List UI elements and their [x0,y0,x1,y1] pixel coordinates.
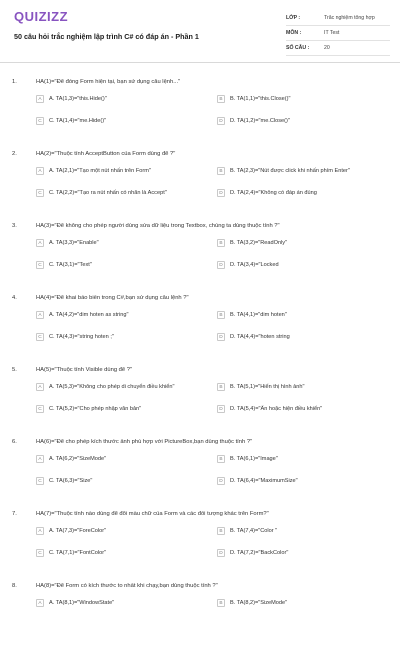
option-letter-box: B [217,167,225,175]
option-text: D. TA(1,2)="me.Close()" [230,118,290,124]
answer-option-d [217,187,317,199]
question-number: 4. [12,295,17,301]
option-letter-box: C [36,477,44,485]
question-text: HA(1)="Để đóng Form hiện tại, bạn sử dụng câu lệnh..." [36,79,181,85]
option-letter-box: B [217,95,225,103]
question-text: HA(7)="Thuộc tính nào dùng để đổi màu chữ của Form và các đối tượng khác trên Form?" [36,511,269,517]
question-number: 6. [12,439,17,445]
answer-option-d [217,259,279,271]
meta-label: MÔN : [286,30,302,36]
option-letter-box: A [36,599,44,607]
option-text: A. TA(8,1)="WindowState" [49,600,115,606]
meta-value: Trắc nghiệm tổng hợp [324,15,375,21]
answer-option-c [36,475,92,487]
option-letter-box: A [36,167,44,175]
answer-option-b [217,525,277,537]
option-text: C. TA(1,4)="me.Hide()" [49,118,107,124]
option-text: A. TA(2,1)="Tạo một nút nhấn trên Form" [49,168,151,174]
option-text: D. TA(7,2)="BackColor" [230,550,289,556]
meta-label: SỐ CÂU : [286,45,310,51]
option-text: A. TA(5,3)="Không cho phép di chuyển điều khiển" [49,384,175,390]
answer-option-d [217,403,322,415]
option-letter-box: A [36,383,44,391]
answer-option-c [36,115,106,127]
worksheet-header [0,0,400,63]
question-number: 7. [12,511,17,517]
answer-option-b [217,93,291,105]
answer-option-c [36,403,141,415]
option-text: A. TA(3,3)="Enable" [49,240,99,246]
option-letter-box: B [217,455,225,463]
answer-option-a [36,165,151,177]
question-item [0,578,400,650]
option-letter-box: C [36,261,44,269]
option-text: C. TA(3,1)="Text" [49,262,92,268]
option-text: C. TA(6,3)="Size" [49,478,93,484]
answer-option-b [217,453,278,465]
meta-row-subject [286,26,390,41]
meta-label: LỚP : [286,15,301,21]
question-item [0,506,400,578]
option-text: D. TA(3,4)="Locked [230,262,279,268]
answer-option-c [36,259,92,271]
option-letter-box: A [36,455,44,463]
question-item [0,362,400,434]
meta-value: 20 [324,45,330,51]
question-number: 2. [12,151,17,157]
answer-option-d [217,547,288,559]
answer-option-c [36,331,114,343]
option-text: D. TA(6,4)="MaximumSize" [230,478,298,484]
question-item [0,146,400,218]
answer-option-c [36,547,106,559]
option-letter-box: D [217,189,225,197]
answer-option-b [217,165,350,177]
question-text: HA(3)="Để không cho phép người dùng sửa dữ liệu trong Textbox, chúng ta dùng thuộc tính ?" [36,223,280,229]
question-item [0,74,400,146]
option-letter-box: B [217,599,225,607]
answer-option-a [36,93,107,105]
quizizz-logo: QUIZIZZ [14,9,69,24]
option-letter-box: B [217,383,225,391]
option-letter-box: D [217,477,225,485]
answer-option-d [217,475,298,487]
option-text: C. TA(5,2)="Cho phép nhập văn bản" [49,406,142,412]
option-letter-box: A [36,95,44,103]
option-letter-box: A [36,527,44,535]
option-letter-box: C [36,333,44,341]
option-text: A. TA(6,2)="SizeMode" [49,456,107,462]
answer-option-a [36,597,114,609]
option-text: B. TA(6,1)="Image" [230,456,278,462]
option-letter-box: D [217,117,225,125]
option-letter-box: C [36,189,44,197]
worksheet-meta [286,11,390,56]
answer-option-b [217,381,305,393]
option-letter-box: D [217,261,225,269]
option-text: D. TA(4,4)="hoten string [230,334,290,340]
question-number: 8. [12,583,17,589]
answer-option-d [217,115,290,127]
option-letter-box: B [217,239,225,247]
option-letter-box: B [217,527,225,535]
option-letter-box: A [36,311,44,319]
option-text: C. TA(2,2)="Tạo ra nút nhấn có nhãn là Accept" [49,190,167,196]
meta-value: IT Test [324,30,340,36]
answer-option-b [217,237,287,249]
question-item [0,434,400,506]
option-text: A. TA(7,3)="ForeColor" [49,528,107,534]
answer-option-c [36,187,167,199]
meta-row-count [286,41,390,56]
option-letter-box: D [217,549,225,557]
option-text: C. TA(4,3)="string hoten ;" [49,334,114,340]
option-text: B. TA(7,4)="Color " [230,528,278,534]
question-text: HA(6)="Để cho phép kích thước ảnh phù hợp với PictureBox,bạn dùng thuộc tính ?" [36,439,253,445]
answer-option-b [217,309,287,321]
question-item [0,290,400,362]
answer-option-a [36,453,106,465]
question-list [0,74,400,650]
question-text: HA(5)="Thuộc tính Visible dùng để ?" [36,367,133,373]
option-letter-box: D [217,405,225,413]
question-text: HA(2)="Thuộc tính AcceptButton của Form dùng để ?" [36,151,176,157]
question-number: 5. [12,367,17,373]
option-text: A. TA(1,3)="this.Hide()" [49,96,107,102]
option-letter-box: D [217,333,225,341]
option-letter-box: B [217,311,225,319]
answer-option-b [217,597,287,609]
page-title: 50 câu hỏi trắc nghiệm lập trình C# có đáp án - Phần 1 [14,32,199,41]
option-text: B. TA(3,2)="ReadOnly" [230,240,288,246]
option-text: D. TA(5,4)="Ẩn hoặc hiện điều khiển" [230,406,323,412]
question-text: HA(4)="Để khai báo biến trong C#,bạn sử dụng câu lệnh ?" [36,295,189,301]
meta-row-class [286,11,390,26]
answer-option-a [36,309,128,321]
answer-option-d [217,331,290,343]
option-text: A. TA(4,2)="dim hoten as string" [49,312,129,318]
option-letter-box: C [36,405,44,413]
option-text: B. TA(1,1)="this.Close()" [230,96,291,102]
answer-option-a [36,525,106,537]
option-text: B. TA(5,1)="Hiển thị hình ảnh" [230,384,305,390]
question-text: HA(8)="Để Form có kích thước to nhất khi chạy,bạn dùng thuộc tính ?" [36,583,218,589]
option-letter-box: A [36,239,44,247]
option-letter-box: C [36,549,44,557]
option-text: B. TA(8,2)="SizeMode" [230,600,288,606]
option-letter-box: C [36,117,44,125]
question-number: 1. [12,79,17,85]
option-text: C. TA(7,1)="FontColor" [49,550,107,556]
question-item [0,218,400,290]
option-text: B. TA(2,3)="Nút được click khi nhấn phím Enter" [230,168,350,174]
option-text: B. TA(4,1)="dim hoten" [230,312,287,318]
answer-option-a [36,237,99,249]
answer-option-a [36,381,175,393]
option-text: D. TA(2,4)="Không có đáp án đúng [230,190,317,196]
question-number: 3. [12,223,17,229]
